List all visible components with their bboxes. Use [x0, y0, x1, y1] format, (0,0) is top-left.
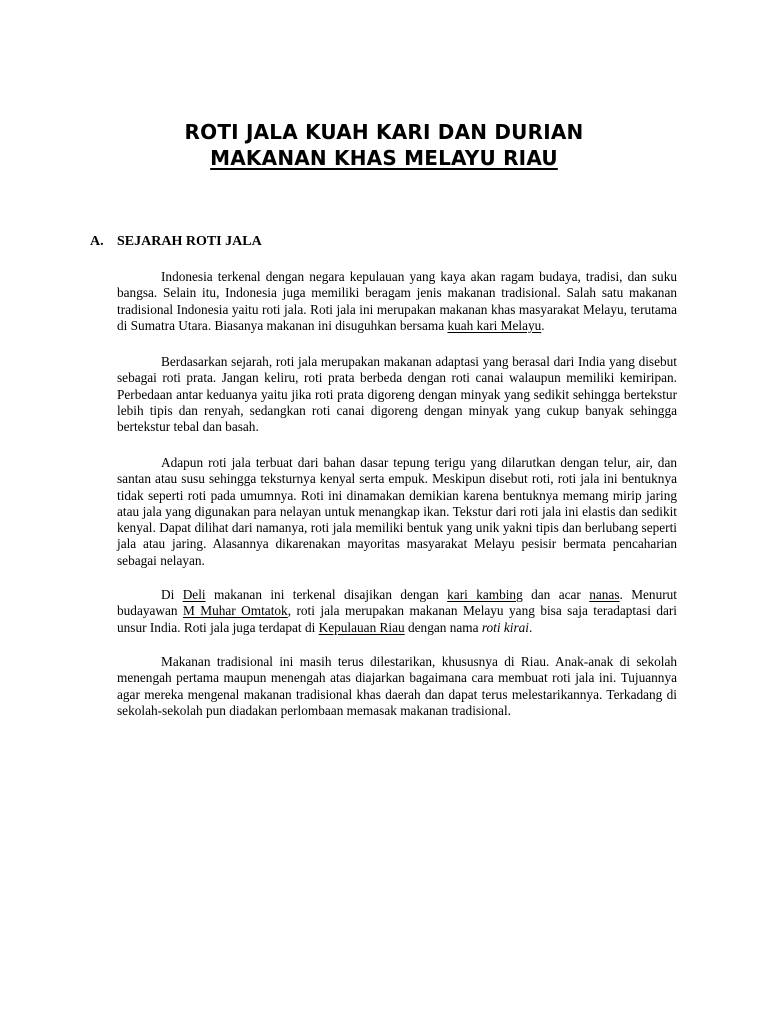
- paragraph-text: Berdasarkan sejarah, roti jala merupakan makanan adaptasi yang berasal dari India yang disebut sebagai roti prata. Jangan keliru, roti prata berbeda dengan roti canai walaupun memiliki kemiripan. Perbedaan antar keduanya yaitu jika roti prata digoreng dengan minyak yang sedikit sehingga bertekstur lebih tipis dan renyah, sedangkan roti canai digoreng dengan minyak yang cukup banyak sehingga bertekstur tebal dan basah.: [117, 354, 677, 435]
- paragraph-2: [117, 354, 677, 435]
- paragraph-text: .: [541, 317, 545, 333]
- paragraph-text: Di: [161, 587, 183, 602]
- document-title-line-1: ROTI JALA KUAH KARI DAN DURIAN: [184, 120, 584, 144]
- section-heading: [90, 233, 262, 251]
- paragraph-1: [117, 269, 677, 334]
- paragraph-text: Makanan tradisional ini masih terus dilestarikan, khususnya di Riau. Anak-anak di sekolah menengah pertama maupun menengah atas diajarkan bagaimana cara membuat roti jala ini. Tujuannya agar mereka mengenal makanan tradisional khas daerah dan dapat terus melestarikannya. Terkadang di sekolah-sekolah pun diadakan perlombaan memasak makanan tradisional.: [117, 654, 677, 718]
- inline-link[interactable]: M Muhar Omtatok: [183, 603, 288, 619]
- inline-link[interactable]: nanas: [589, 587, 620, 602]
- inline-link[interactable]: Kepulauan Riau: [318, 619, 405, 635]
- section-letter: A.: [90, 234, 104, 249]
- paragraph-text: Adapun roti jala terbuat dari bahan dasar tepung terigu yang dilarutkan dengan telur, air, dan santan atau susu sehingga teksturnya kenyal serta empuk. Meskipun disebut roti, roti jala ini bentuknya tidak seperti roti pada umumnya. Roti ini dinamakan demikian karena bentuknya memang mirip jaring atau jala yang digunakan para nelayan untuk menangkap ikan. Tekstur dari roti jala ini elastis dan sedikit kenyal. Dapat dilihat dari namanya, roti jala memiliki bentuk yang unik yakni tipis dan berlubang seperti jala atau jaring. Alasannya dikarenakan mayoritas masyarakat Melayu pesisir bermata pencaharian sebagai nelayan.: [117, 455, 677, 568]
- paragraph-text: .: [529, 619, 533, 635]
- inline-link[interactable]: Deli: [182, 587, 206, 602]
- paragraph-text: dengan nama: [404, 619, 482, 635]
- inline-link[interactable]: kari kambing: [447, 587, 523, 602]
- document-title-line-2-text: MAKANAN KHAS MELAYU RIAU: [210, 146, 558, 170]
- section-heading-text: SEJARAH ROTI JALA: [117, 234, 262, 249]
- paragraph-5: [117, 654, 677, 719]
- inline-link[interactable]: kuah kari Melayu: [447, 317, 542, 333]
- paragraph-text: Indonesia terkenal dengan negara kepulauan yang kaya akan ragam budaya, tradisi, dan suku bangsa. Selain itu, Indonesia juga memiliki beragam jenis makanan tradisional. Salah satu makanan tradisional Indonesia yaitu roti jala. Roti jala ini merupakan makanan khas masyarakat Melayu, terutama di Sumatra Utara. Biasanya makanan ini disuguhkan bersama: [117, 269, 677, 333]
- paragraph-text: makanan ini terkenal disajikan dengan: [205, 587, 448, 602]
- paragraph-text: , roti jala merupakan makanan Melayu yang bisa saja teradaptasi dari unsur India. Roti jala juga terdapat di: [117, 603, 677, 635]
- paragraph-3: [117, 455, 677, 569]
- italic-term: roti kirai: [481, 619, 529, 635]
- document-title-line-2: [0, 145, 768, 171]
- paragraph-4: [117, 587, 677, 636]
- paragraph-text: . Menurut budayawan: [117, 587, 677, 619]
- paragraph-text: dan acar: [522, 587, 590, 602]
